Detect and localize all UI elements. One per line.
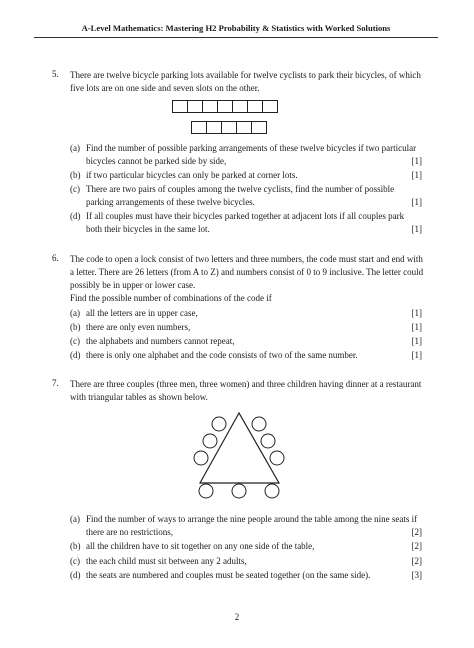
parking-lot: [232, 100, 248, 113]
seat: [270, 451, 284, 465]
question-6-number: 6.: [52, 253, 59, 263]
part-text: the each child must sit between any 2 adults,: [86, 556, 247, 566]
seat: [261, 434, 275, 448]
question-7-text: There are three couples (three men, three women) and three children having dinner at a restaurant with triangular tables as shown below.: [70, 379, 422, 402]
part-label: (a): [70, 514, 80, 524]
seat: [212, 417, 226, 431]
part-text: all the children have to sit together on any one side of the table,: [86, 541, 315, 551]
part-text: there are only even numbers,: [86, 322, 191, 332]
parking-lot: [187, 100, 203, 113]
parking-lot: [262, 100, 278, 113]
parking-lots-bottom-row: [191, 121, 267, 134]
seat: [203, 434, 217, 448]
question-5-number: 5.: [52, 69, 59, 79]
part-text: all the letters are in upper case,: [86, 308, 198, 318]
part-mark: [1]: [411, 350, 422, 360]
parking-lot: [191, 121, 207, 134]
parking-lot: [202, 100, 218, 113]
part-mark: [3]: [411, 570, 422, 580]
page-number: 2: [234, 612, 240, 622]
part-text: the seats are numbered and couples must be seated together (on the same side).: [86, 570, 371, 580]
part-text: There are two pairs of couples among the twelve cyclists, find the number of possible parking arrangements of these twelve bicycles.: [86, 184, 395, 207]
part-mark: [1]: [411, 322, 422, 332]
parking-lot: [221, 121, 237, 134]
parking-lot: [236, 121, 252, 134]
question-5-text: There are twelve bicycle parking lots available for twelve cyclists to park their bicycles, of which five lots are on one side and seven slots on the other.: [70, 70, 421, 93]
parking-lot: [206, 121, 222, 134]
header-rule: [34, 37, 438, 38]
question-7-number: 7.: [52, 378, 59, 388]
part-text: there is only one alphabet and the code consists of two of the same number.: [86, 350, 358, 360]
part-label: (c): [70, 336, 80, 346]
part-mark: [2]: [411, 541, 422, 551]
part-label: (a): [70, 308, 80, 318]
part-text: if two particular bicycles can only be parked at corner lots.: [86, 170, 298, 180]
part-label: (d): [70, 211, 81, 221]
parking-lot: [247, 100, 263, 113]
part-label: (b): [70, 322, 81, 332]
running-header: A-Level Mathematics: Mastering H2 Probability & Statistics with Worked Solutions: [81, 23, 391, 33]
seat: [265, 484, 279, 498]
parking-lot: [251, 121, 267, 134]
part-label: (d): [70, 350, 81, 360]
parking-lots-top-row: [172, 100, 278, 113]
seat: [199, 484, 213, 498]
part-label: (c): [70, 184, 80, 194]
part-label: (d): [70, 570, 81, 580]
part-text: Find the number of ways to arrange the nine people around the table among the nine seats if there are no restrictions,: [86, 514, 418, 537]
part-text: Find the number of possible parking arrangements of these twelve bicycles if two particular bicycles cannot be parked side by side,: [86, 143, 417, 166]
part-mark: [1]: [411, 224, 422, 234]
seat: [232, 484, 246, 498]
parking-lot: [172, 100, 188, 113]
part-mark: [1]: [411, 308, 422, 318]
question-6-text: The code to open a lock consist of two letters and three numbers, the code must start and end with a letter. There are 26 letters (from A to Z) and numbers consist of 0 to 9 inclusive. The letter could possibly be in upper or lower case.: [70, 254, 424, 290]
parking-lot: [217, 100, 233, 113]
seat: [252, 417, 266, 431]
part-mark: [1]: [411, 156, 422, 166]
triangular-table-diagram: [190, 400, 290, 500]
part-text: If all couples must have their bicycles parked together at adjacent lots if all couples park both their bicycles in the same lot.: [86, 211, 405, 234]
seat: [194, 451, 208, 465]
part-mark: [2]: [411, 556, 422, 566]
part-text: the alphabets and numbers cannot repeat,: [86, 336, 235, 346]
question-6-intro: Find the possible number of combinations of the code if: [70, 293, 272, 303]
part-label: (b): [70, 170, 81, 180]
part-mark: [1]: [411, 170, 422, 180]
part-label: (a): [70, 143, 80, 153]
part-mark: [1]: [411, 197, 422, 207]
part-mark: [2]: [411, 527, 422, 537]
part-label: (b): [70, 541, 81, 551]
part-label: (c): [70, 556, 80, 566]
part-mark: [1]: [411, 336, 422, 346]
